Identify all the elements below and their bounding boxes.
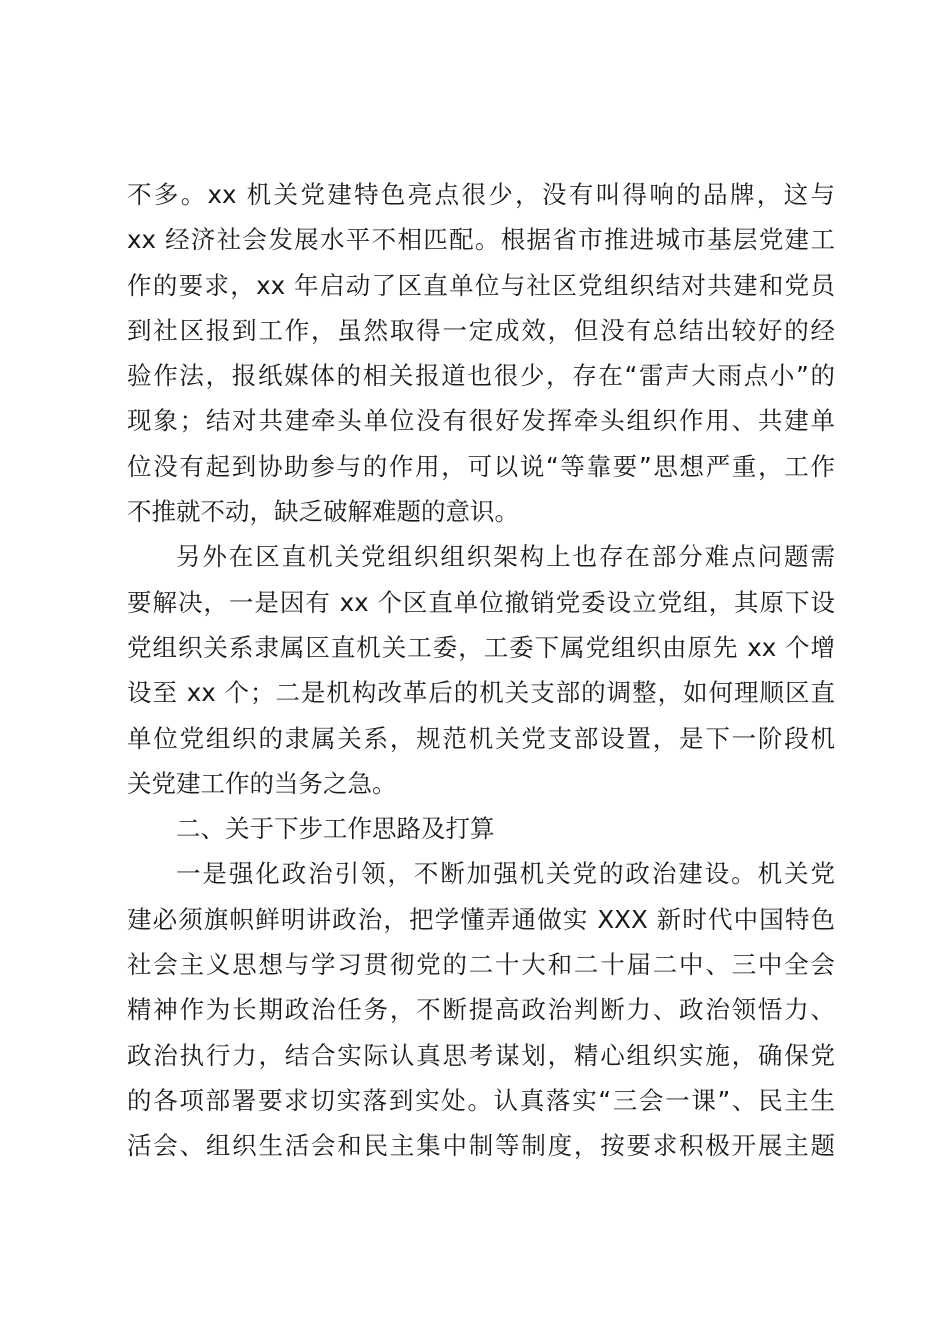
text-line: 要解决，一是因有 xx 个区直单位撤销党委设立党组，其原下设 [127,587,835,617]
text-line: 不多。xx 机关党建特色亮点很少，没有叫得响的品牌，这与 [127,180,835,209]
text-line: 的各项部署要求切实落到实处。认真落实“三会一课”、民主生 [127,1085,835,1115]
text-line: 不推就不动，缺乏破解难题的意识。 [127,497,519,527]
text-line: 位没有起到协助参与的作用，可以说“等靠要”思想严重，工作 [127,451,835,481]
document-body [127,172,835,1169]
text-line: 建必须旗帜鲜明讲政治，把学懂弄通做实 XXX 新时代中国特色 [127,904,835,934]
text-line: 作的要求，xx 年启动了区直单位与社区党组织结对共建和党员 [127,270,835,300]
text-line: 单位党组织的隶属关系，规范机关党支部设置，是下一阶段机 [127,723,835,753]
text-line: 一是强化政治引领，不断加强机关党的政治建设。机关党 [176,859,835,889]
text-line: 设至 xx 个；二是机构改革后的机关支部的调整，如何理顺区直 [127,678,835,708]
text-line: 活会、组织生活会和民主集中制等制度，按要求积极开展主题 [127,1131,835,1161]
paragraph-organization-issues [127,534,835,806]
text-line: 关党建工作的当务之急。 [127,768,397,798]
text-line: 政治执行力，结合实际认真思考谋划，精心组织实施，确保党 [127,1040,835,1070]
text-line: 现象；结对共建牵头单位没有很好发挥牵头组织作用、共建单 [127,406,835,436]
section-heading-next-steps [127,806,835,851]
text-line: 精神作为长期政治任务，不断提高政治判断力、政治领悟力、 [127,995,835,1025]
text-line: 到社区报到工作，虽然取得一定成效，但没有总结出较好的经 [127,315,835,345]
paragraph-political-guidance [127,851,835,1168]
text-line: 验作法，报纸媒体的相关报道也很少，存在“雷声大雨点小”的 [127,361,835,391]
paragraph-continuation [127,172,835,534]
text-line: 党组织关系隶属区直机关工委，工委下属党组织由原先 xx 个增 [127,632,835,662]
text-line: xx 经济社会发展水平不相匹配。根据省市推进城市基层党建工 [127,225,835,255]
text-line: 二、关于下步工作思路及打算 [176,814,495,844]
text-line: 社会主义思想与学习贯彻党的二十大和二十届二中、三中全会 [127,950,835,980]
text-line: 另外在区直机关党组织组织架构上也存在部分难点问题需 [176,542,835,572]
